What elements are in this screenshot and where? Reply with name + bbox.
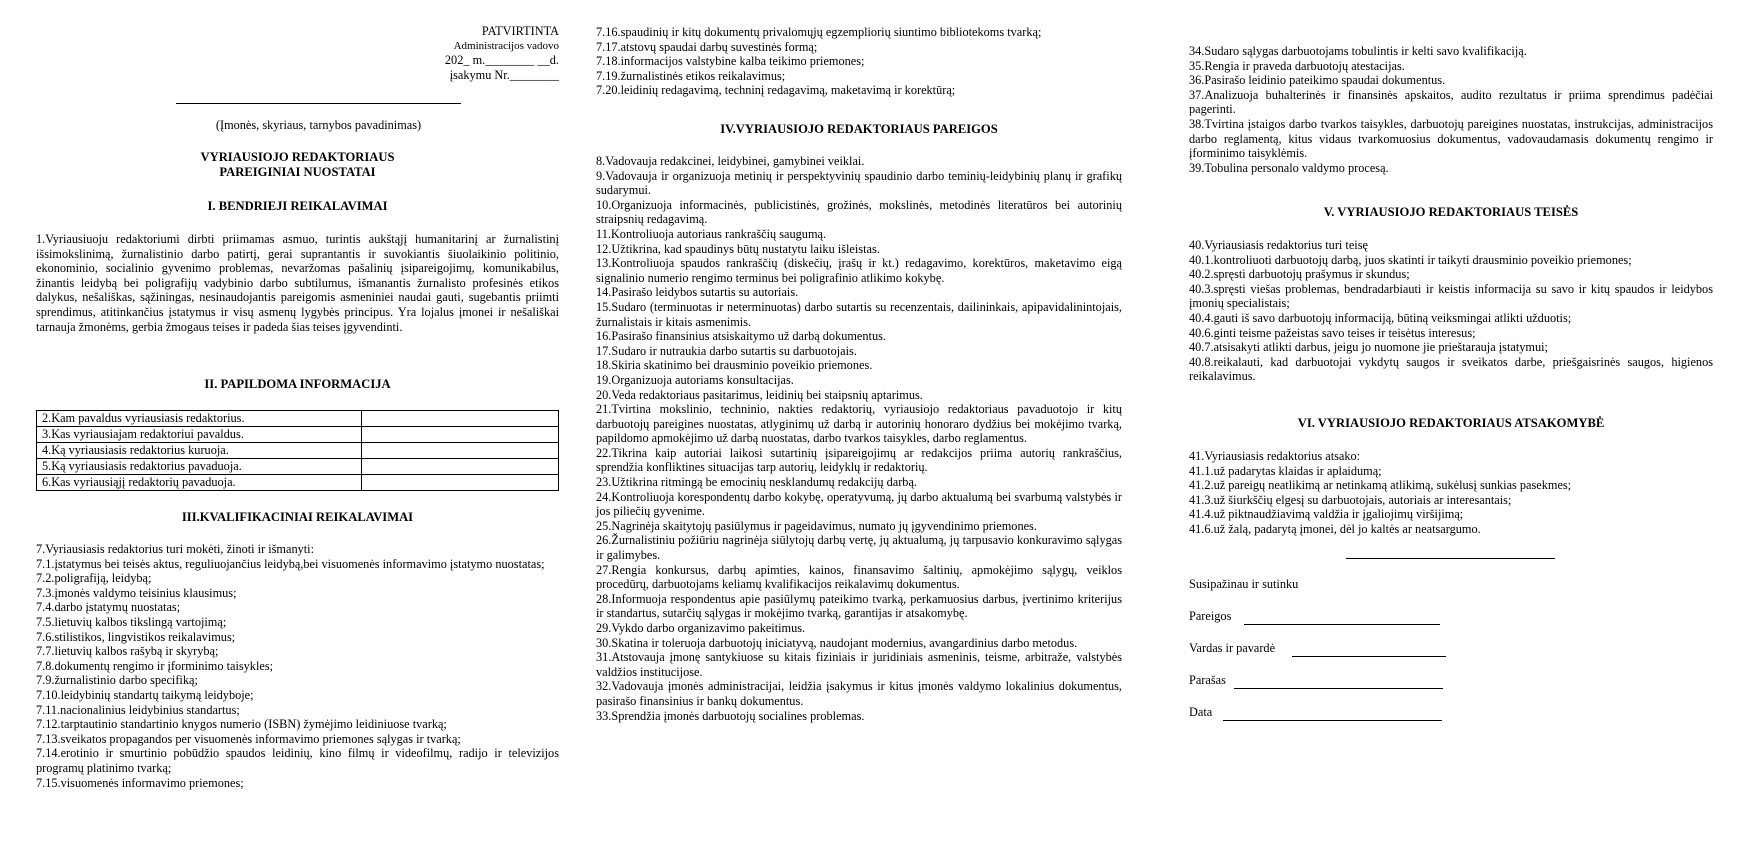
name-label: Vardas ir pavardė (1189, 641, 1276, 655)
unit-name-label: (Įmonės, skyriaus, tarnybos pavadinimas) (215, 118, 422, 132)
signature-line (1234, 688, 1443, 689)
list-item: 7.10.leidybinių standartų taikymą leidyboje; (36, 687, 254, 702)
table-cell-blank (362, 475, 559, 491)
list-item: 7.5.lietuvių kalbos tikslingą vartojimą; (36, 614, 227, 629)
list-item: 30.Skatina ir toleruoja darbuotojų iniciatyvą, naudojant modernius, avangardinius darbo metodus. (596, 635, 1078, 650)
acknowledgement-label: Susipažinau ir sutinku (1189, 577, 1299, 591)
list-item: 8.Vadovauja redakcinei, leidybinei, gamybinei veiklai. (596, 154, 865, 168)
list-item: 40.2.spręsti darbuotojų prašymus ir skundus; (1189, 267, 1410, 282)
list-item: 21.Tvirtina mokslinio, techninio, nakties redaktorių, vyriausiojo redaktoriaus pavaduotojo ir kitų darbuotojų pareigines nuostatas, atlyginimų už darbą ir autorinių honoraro dydžius bei mokėjimo tvarką, papildomo apmokėjimo už darbą nuostatas, darbo tvarkos taisykles, darbo reglamentus. (596, 402, 1122, 446)
table-cell-blank (362, 411, 559, 427)
list-item: 40.Vyriausiasis redaktorius turi teisę (1189, 238, 1368, 252)
list-item: 12.Užtikrina, kad spaudinys būtų nustatytu laiku išleistas. (596, 241, 880, 256)
list-item: 23.Užtikrina ritmingą be emocinių nesklandumų redakcijų darbą. (596, 475, 917, 490)
list-item: 22.Tikrina kaip autoriai laikosi sutartinių įsipareigojimų ar redakcijos priima autorių rankraščius, sprendžia konfliktines situacijas tarp autorių, leidyklų ir redaktorių. (596, 445, 1122, 475)
list-item: 28.Informuoja respondentus apie pasiūlymų pateikimo tvarką, perkamuosius darbus, įvertinimo kriterijus ir standartus, sutarčių sąlygas ir mokėjimo tvarką, garantijas ir atsakomybę. (596, 591, 1122, 621)
unit-name-line (176, 103, 461, 104)
list-item: 31.Atstovauja įmonę santykiuose su kitais fiziniais ir juridiniais asmeninis, teisme, arbitraže, valstybės valdžios institucijose. (596, 650, 1122, 679)
list-item: 7.Vyriausiasis redaktorius turi mokėti, žinoti ir išmanyti: (36, 542, 315, 556)
list-item: 15.Sudaro (terminuotas ir neterminuotas) darbo sutartis su recenzentais, dailininkais, apipavidalinintojais, žurnalistais ir kitais asmenimis. (596, 299, 1122, 329)
table-cell-blank (362, 427, 559, 443)
list-item: 7.20.leidinių redagavimą, techninį redagavimą, maketavimą ir korektūrą; (596, 83, 956, 98)
section-4-heading: IV.VYRIAUSIOJO REDAKTORIAUS PAREIGOS (720, 122, 998, 136)
date-signature-line (1223, 720, 1442, 721)
document-title-line-2: PAREIGINIAI NUOSTATAI (219, 164, 376, 179)
list-item: 7.9.žurnalistinio darbo specifiką; (36, 673, 198, 688)
list-item: 37.Analizuoja buhalterinės ir finansinės apskaitos, audito rezultatus ir priima sprendimus padėčiai pagerinti. (1189, 87, 1713, 117)
list-item: 19.Organizuoja autoriams konsultacijas. (596, 372, 794, 387)
list-item: 7.17.atstovų spaudai darbų suvestinės formą; (596, 39, 818, 54)
list-item: 32.Vadovauja įmonės administracijai, leidžia įsakymus ir kitus įmonės valdymo lokalinius dokumentus, pasirašo finansinius ir bankų dokumentus. (596, 679, 1122, 708)
approval-line-3: įsakymu Nr.________ (449, 67, 559, 82)
list-item: 11.Kontroliuoja autoriaus rankraščių saugumą. (596, 226, 827, 241)
list-item: 7.1.įstatymus bei teisės aktus, reguliuojančius leidybą,bei visuomenės informavimo įstatymo nuostatas; (36, 556, 545, 571)
list-item: 13.Kontroliuoja spaudos rankraščių (diskečių, įrašų ir kt.) redagavimo, korektūros, maketavimo eigą signalinio numerio rengimo terminus bei poligrafinio atlikimo kokybę. (596, 256, 1122, 285)
list-item: 7.3.įmonės valdymo teisinius klausimus; (36, 585, 237, 600)
list-item: 35.Rengia ir praveda darbuotojų atestacijas. (1189, 58, 1405, 73)
list-item: 7.19.žurnalistinės etikos reikalavimus; (596, 68, 786, 83)
list-item: 14.Pasirašo leidybos sutartis su autoriais. (596, 285, 799, 300)
list-item: 27.Rengia konkursus, darbų apimties, kainos, finansavimo šaltinių, apmokėjimo sąlygų, veiklos procedūrų, darbuotojams keliamų kvalifikacijos reikalavimų dokumentus. (596, 562, 1122, 592)
list-item: 29.Vykdo darbo organizavimo pakeitimus. (596, 621, 806, 635)
info-table (36, 410, 559, 491)
table-row (37, 443, 559, 459)
list-item: 41.2.už pareigų neatlikimą ar netinkamą atlikimą, sukėlusį sunkias pasekmes; (1189, 478, 1572, 493)
list-item: 40.1.kontroliuoti darbuotojų darbą, juos skatinti ir taikyti drausminio poveikio priemones; (1189, 252, 1632, 267)
list-item: 24.Kontroliuoja korespondentų darbo kokybę, operatyvumą, jų darbo aktualumą bei svarbumą valstybės ir jos piliečių gyvenime. (596, 489, 1122, 519)
table-row (37, 459, 559, 475)
section-end-divider (1346, 558, 1555, 559)
position-label: Pareigos (1189, 609, 1232, 623)
section-1-text: 1.Vyriausiuoju redaktoriumi dirbti priimamas asmuo, turintis aukštąjį humanitarinį ar žurnalistinį išsimokslinimą, žurnalistinio darbo patirtį, gerai suprantantis ir suvokiantis šiuolaikinio politinio, ekonominio, socialinio gyvenimo problemas, nevaržomas pašalinių įsipareigojimų, komunikabilus, žinantis leidybą bei poligrafijų vadybinio darbo subtilumus, išmanantis žurnalisto profesinės etikos dalykus, nešališkas, sąžiningas, nesinaudojantis pareigomis asmeniniei naudai gauti, sugebantis priimti sprendimus, atitinkančius įstatymus ir visų asmenų lygybės principus. Yra lojalus įmonei ir nešališkai tarnauja žmonėms, gerbia žmogaus teises ir padeda šias teises įgyvendinti. (36, 232, 559, 334)
list-item: 7.2.poligrafiją, leidybą; (36, 571, 152, 586)
list-item: 26.Žurnalistiniu požiūriu nagrinėja siūlytojų darbų vertę, jų aktualumą, jų tarpusavio konkuravimo sąlygas ir galimybes. (596, 533, 1122, 563)
name-signature-line (1292, 656, 1446, 657)
list-item: 40.3.spręsti viešas problemas, bendradarbiauti ir keistis informacija su savo ir kitų spaudos ir leidybos įmonių specialistais; (1189, 281, 1713, 311)
table-cell: 4.Ką vyriausiasis redaktorius kuruoja. (37, 443, 362, 459)
section-6-heading: VI. VYRIAUSIOJO REDAKTORIAUS ATSAKOMYBĖ (1297, 416, 1605, 430)
table-cell-blank (362, 459, 559, 475)
table-row (37, 411, 559, 427)
table-cell: 3.Kas vyriausiajam redaktoriui pavaldus. (37, 427, 362, 443)
list-item: 40.6.ginti teisme pažeistas savo teises ir teisėtus interesus; (1189, 325, 1476, 340)
list-item: 34.Sudaro sąlygas darbuotojams tobulintis ir kelti savo kvalifikaciją. (1189, 44, 1527, 58)
list-item: 41.3.už šiurkščių elgesį su darbuotojais, autoriais ar interesantais; (1189, 492, 1512, 507)
list-item: 7.15.visuomenės informavimo priemones; (36, 775, 244, 790)
list-item: 36.Pasirašo leidinio pateikimo spaudai dokumentus. (1189, 73, 1446, 88)
table-cell-blank (362, 443, 559, 459)
list-item: 7.8.dokumentų rengimo ir įforminimo taisykles; (36, 658, 274, 673)
list-item: 41.1.už padarytas klaidas ir aplaidumą; (1189, 463, 1382, 478)
table-cell: 6.Kas vyriausiąjį redaktorių pavaduoja. (37, 475, 362, 491)
approval-block (431, 24, 559, 82)
list-item: 16.Pasirašo finansinius atsiskaitymo už darbą dokumentus. (596, 329, 886, 344)
list-item: 7.12.tarptautinio standartinio knygos numerio (ISBN) žymėjimo leidiniuose tvarką; (36, 717, 447, 732)
section-2-heading: II. PAPILDOMA INFORMACIJA (204, 377, 391, 391)
list-item: 40.7.atsisakyti atlikti darbus, jeigu jo nuomone jie prieštarauja įstatymui; (1189, 340, 1548, 355)
approval-title: PATVIRTINTA (481, 24, 559, 38)
signature-label: Parašas (1189, 673, 1226, 687)
date-label: Data (1189, 705, 1213, 719)
list-item: 40.4.gauti iš savo darbuotojų informaciją, būtiną veiksmingai atlikti užduotis; (1189, 310, 1572, 325)
list-item: 39.Tobulina personalo valdymo procesą. (1189, 160, 1389, 175)
section-1-heading: I. BENDRIEJI REIKALAVIMAI (207, 199, 388, 213)
list-item: 33.Sprendžia įmonės darbuotojų socialines problemas. (596, 708, 865, 723)
list-item: 17.Sudaro ir nutraukia darbo sutartis su darbuotojais. (596, 343, 857, 358)
list-item: 9.Vadovauja ir organizuoja metinių ir perspektyvinių spaudinio darbo teminių-leidybinių planų ir grafikų sudarymui. (596, 168, 1122, 198)
list-item: 7.13.sveikatos propagandos per visuomenės informavimo priemones sąlygas ir tvarką; (36, 731, 461, 746)
list-item: 7.18.informacijos valstybine kalba teikimo priemones; (596, 54, 865, 69)
list-item: 7.6.stilistikos, lingvistikos reikalavimus; (36, 629, 236, 644)
document-title-line-1: VYRIAUSIOJO REDAKTORIAUS (200, 150, 395, 164)
section-3-heading: III.KVALIFIKACINIAI REIKALAVIMAI (181, 510, 414, 524)
position-signature-line (1244, 624, 1440, 625)
table-row (37, 427, 559, 443)
list-item: 41.4.už piktnaudžiavimą valdžia ir įgaliojimų viršijimą; (1189, 507, 1464, 522)
list-item: 38.Tvirtina įstaigos darbo tvarkos taisykles, darbuotojų pareigines nuostatas, instrukcijas, administracijos darbo reglamentą, kitus vidaus tvarkomuosius dokumentus, vadovaudamasis dokumentų rengimo ir įforminimo taisyklėmis. (1189, 116, 1713, 161)
list-item: 7.7.lietuvių kalbos rašybą ir skyrybą; (36, 644, 219, 659)
list-item: 20.Veda redaktoriaus pasitarimus, leidinių bei staipsnių aptarimus. (596, 387, 923, 402)
list-item: 7.14.erotinio ir smurtinio pobūdžio spaudos leidinių, kino filmų ir videofilmų, radijo ir televizijos programų platinimo tvarką; (36, 746, 559, 775)
list-item: 40.8.reikalauti, kad darbuotojai vykdytų saugos ir sveikatos darbe, priešgaisrinės saugos, higienos reikalavimus. (1189, 354, 1713, 384)
table-row (37, 475, 559, 491)
list-item: 25.Nagrinėja skaitytojų pasiūlymus ir pageidavimus, numato jų įgyvendinimo priemones. (596, 518, 1037, 533)
table-cell: 5.Ką vyriausiasis redaktorius pavaduoja. (37, 459, 362, 475)
list-item: 7.4.darbo įstatymų nuostatas; (36, 600, 181, 615)
list-item: 7.16.spaudinių ir kitų dokumentų privalomųjų egzempliorių siuntimo bibliotekoms tvarką; (596, 25, 1042, 39)
table-cell: 2.Kam pavaldus vyriausiasis redaktorius. (37, 411, 362, 427)
list-item: 41.6.už žalą, padarytą įmonei, dėl jo kaltės ar neatsargumo. (1189, 521, 1481, 536)
list-item: 18.Skiria skatinimo bei drausminio poveikio priemones. (596, 358, 873, 373)
list-item: 41.Vyriausiasis redaktorius atsako: (1189, 449, 1361, 463)
list-item: 10.Organizuoja informacinės, publicistinės, grožinės, mokslinės, metodinės literatūros bei autorinių straipsnių redagavimą. (596, 197, 1122, 227)
section-5-heading: V. VYRIAUSIOJO REDAKTORIAUS TEISĖS (1323, 205, 1579, 219)
list-item: 7.11.nacionalinius leidybinius standartus; (36, 702, 240, 717)
approval-line-1: Administracijos vadovo (453, 39, 559, 52)
approval-line-2: 202_ m.________ __d. (444, 53, 559, 68)
